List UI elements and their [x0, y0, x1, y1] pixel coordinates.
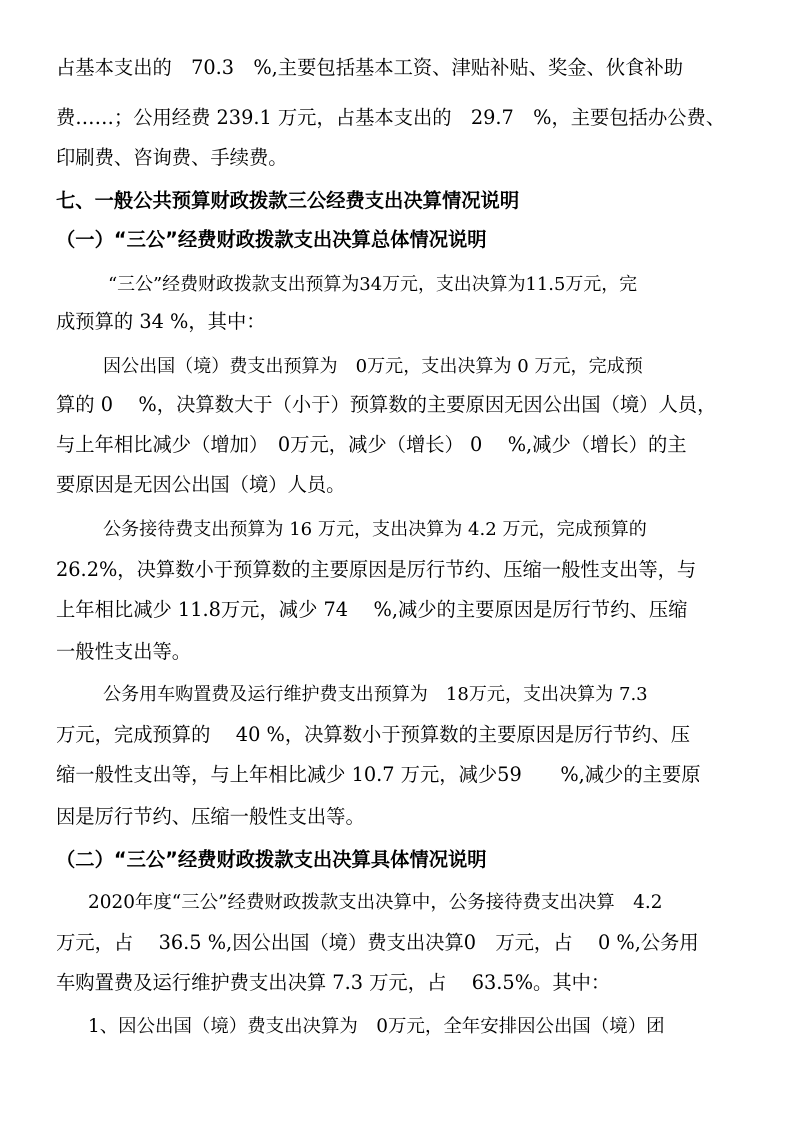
paragraph-line: 26.2%，决算数小于预算数的主要原因是厉行节约、压缩一般性支出等，与 [56, 558, 697, 581]
section-heading: （一）“三公”经费财政拨款支出决算总体情况说明 [56, 228, 487, 251]
paragraph-line: 印刷费、咨询费、手续费。 [56, 146, 288, 169]
paragraph-line: 成预算的 34 %，其中： [56, 310, 266, 333]
paragraph-line: 因公出国（境）费支出预算为 0万元，支出决算为 0 万元，完成预 [103, 356, 643, 377]
paragraph-line: 算的 0 %，决算数大于（小于）预算数的主要原因无因公出国（境）人员， [56, 393, 717, 416]
paragraph-line: 2020年度“三公”经费财政拨款支出决算中，公务接待费支出决算 4.2 [88, 892, 663, 913]
paragraph-line: 公务接待费支出预算为 16 万元，支出决算为 4.2 万元，完成预算的 [103, 519, 647, 540]
paragraph-line: 一般性支出等。 [56, 640, 192, 663]
paragraph-line: 万元，完成预算的 40 %，决算数小于预算数的主要原因是厉行节约、压 [56, 723, 691, 746]
paragraph-line: 万元，占 36.5 %,因公出国（境）费支出决算0 万元，占 0 %,公务用 [56, 931, 699, 954]
paragraph-line: 1、因公出国（境）费支出决算为 0万元，全年安排因公出国（境）团 [88, 1016, 665, 1037]
paragraph-line: “三公”经费财政拨款支出预算为34万元，支出决算为11.5万元，完 [108, 274, 638, 295]
section-heading: （二）“三公”经费财政拨款支出决算具体情况说明 [56, 848, 487, 871]
paragraph-line: 因是厉行节约、压缩一般性支出等。 [56, 805, 365, 828]
paragraph-line: 公务用车购置费及运行维护费支出预算为 18万元，支出决算为 7.3 [103, 684, 648, 705]
paragraph-line: 上年相比减少 11.8万元，减少 74 %,减少的主要原因是厉行节约、压缩 [56, 598, 688, 621]
paragraph-line: 与上年相比减少（增加） 0万元，减少（增长） 0 %,减少（增长）的主 [56, 433, 687, 456]
paragraph-line: 占基本支出的 70.3 %,主要包括基本工资、津贴补贴、奖金、伙食补助 [56, 56, 684, 79]
paragraph-line: 费……；公用经费 239.1 万元，占基本支出的 29.7 %，主要包括办公费、 [56, 106, 726, 129]
paragraph-line: 缩一般性支出等，与上年相比减少 10.7 万元，减少59 %,减少的主要原 [56, 763, 701, 786]
paragraph-line: 车购置费及运行维护费支出决算 7.3 万元，占 63.5%。其中： [56, 971, 611, 994]
section-heading: 七、一般公共预算财政拨款三公经费支出决算情况说明 [56, 189, 520, 212]
paragraph-line: 要原因是无因公出国（境）人员。 [56, 473, 346, 496]
